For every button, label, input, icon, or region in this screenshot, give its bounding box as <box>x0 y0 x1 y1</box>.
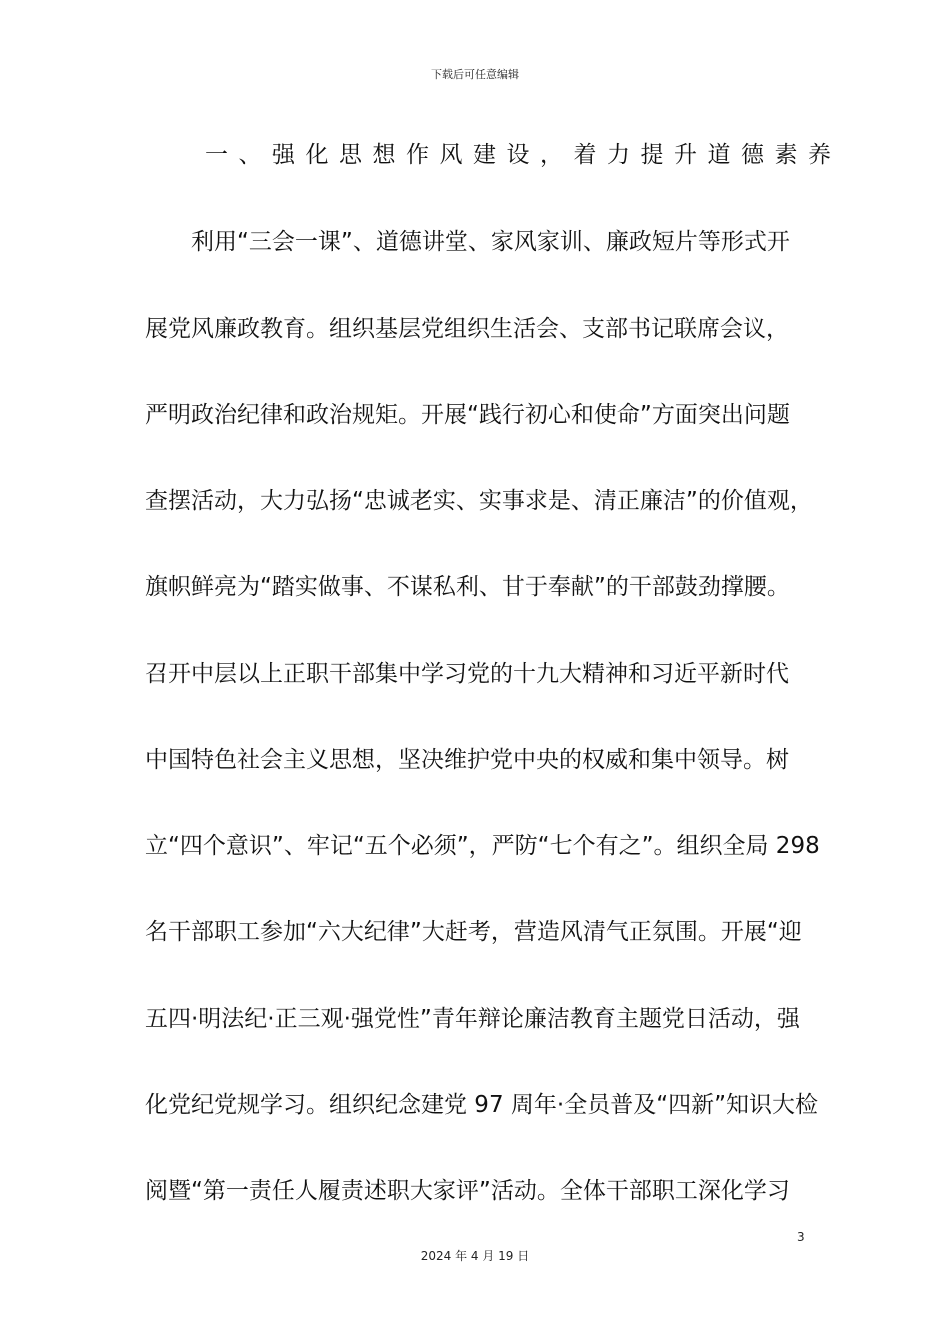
paragraph-line: 利用“三会一课”、道德讲堂、家风家训、廉政短片等形式开 <box>191 229 790 255</box>
paragraph-line: 查摆活动，大力弘扬“忠诚老实、实事求是、清正廉洁”的价值观， <box>145 488 813 514</box>
paragraph-line: 旗帜鲜亮为“踏实做事、不谋私利、甘于奉献”的干部鼓劲撑腰。 <box>145 574 790 600</box>
paragraph-line: 严明政治纪律和政治规矩。开展“践行初心和使命”方面突出问题 <box>145 402 790 428</box>
page-header: 下载后可任意编辑 <box>431 68 519 81</box>
paragraph-line: 名干部职工参加“六大纪律”大赶考，营造风清气正氛围。开展“迎 <box>145 919 802 945</box>
section-heading: 一、强化思想作风建设，着力提升道德素养 <box>205 142 842 168</box>
paragraph-line: 展党风廉政教育。组织基层党组织生活会、支部书记联席会议， <box>145 316 789 342</box>
paragraph-line: 阅暨“第一责任人履责述职大家评”活动。全体干部职工深化学习 <box>145 1178 790 1204</box>
paragraph-line: 五四·明法纪·正三观·强党性”青年辩论廉洁教育主题党日活动，强 <box>145 1006 800 1032</box>
page-number: 3 <box>797 1230 805 1244</box>
paragraph-line: 中国特色社会主义思想，坚决维护党中央的权威和集中领导。树 <box>145 747 789 773</box>
page-footer-date: 2024 年 4 月 19 日 <box>420 1249 530 1263</box>
paragraph-line: 化党纪党规学习。组织纪念建党 97 周年·全员普及“四新”知识大检 <box>145 1092 819 1118</box>
paragraph-line: 立“四个意识”、牢记“五个必须”，严防“七个有之”。组织全局 298 <box>145 833 820 859</box>
paragraph-line: 召开中层以上正职干部集中学习党的十九大精神和习近平新时代 <box>145 661 789 687</box>
